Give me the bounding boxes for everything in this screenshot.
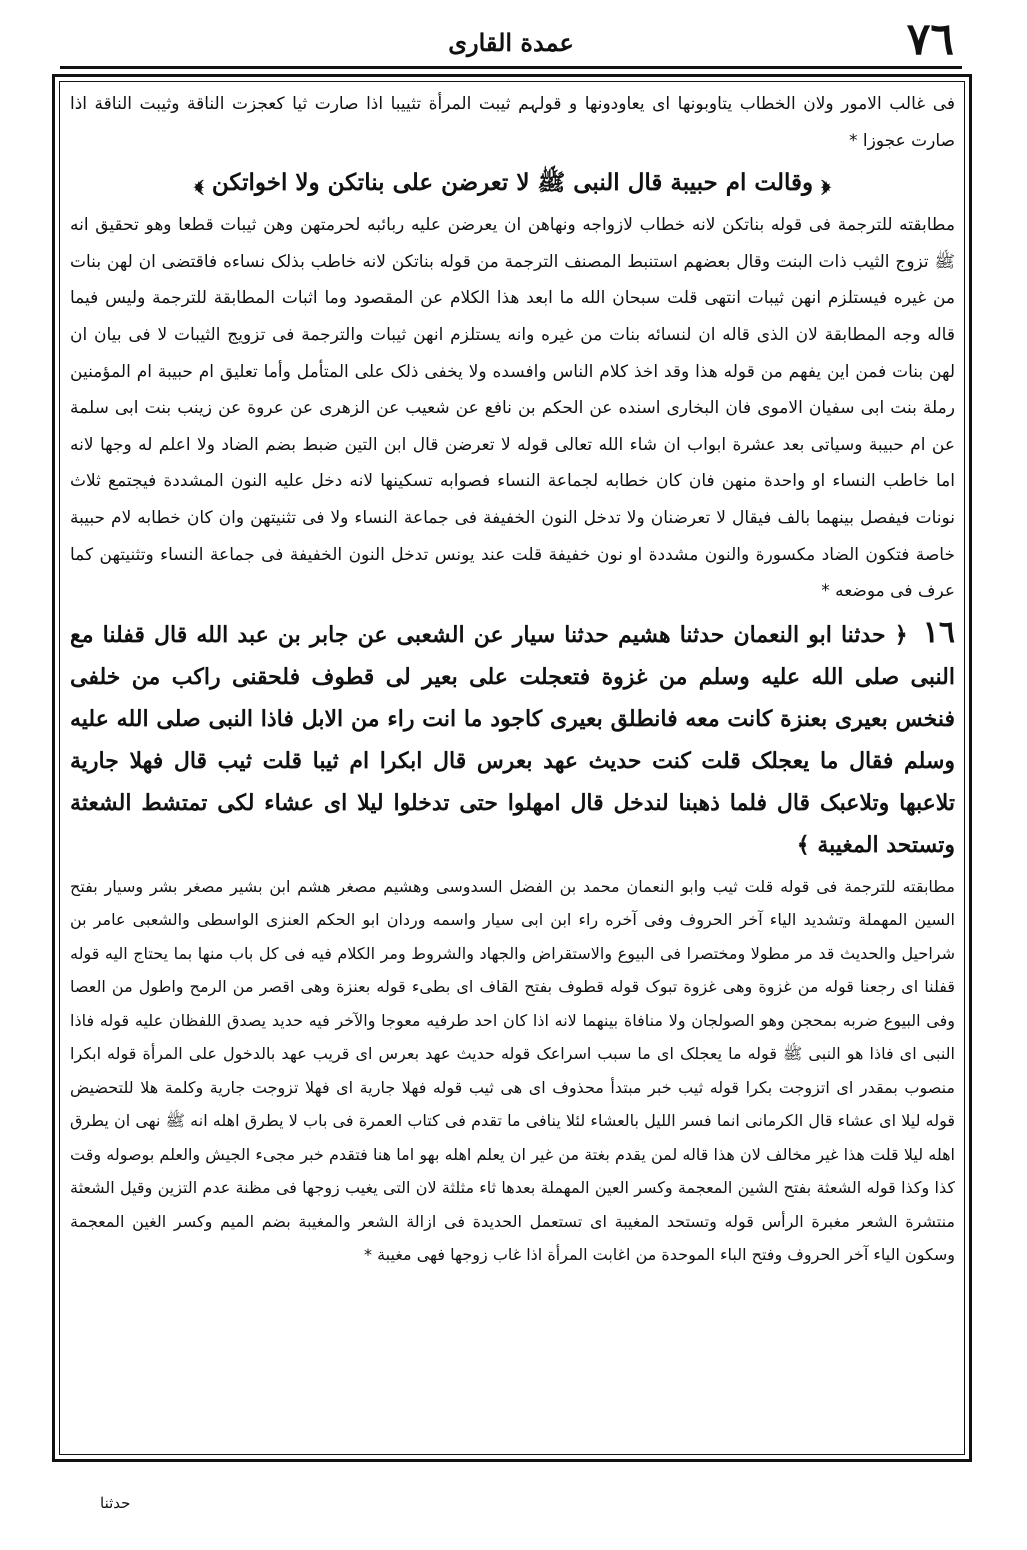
catchword: حدثنا — [100, 1494, 131, 1512]
intro-paragraph: فی غالب الامور ولان الخطاب یتاوبونها ای یعاودونها و قولہم ثیبت المرأة تثییبا اذا صارت ثیا کعجزت الناقة وثیبت الناقة اذا صارت عجوزا * — [70, 94, 955, 151]
running-title: عمدة القاری — [448, 28, 574, 57]
commentary-paragraph-1: مطابقته للترجمة فی قوله بناتکن لانه خطاب لازواجه ونهاهن ان یعرضن علیه ربائبه لحرمتهن وهن ثیبات قطعا وهو تحقیق انه ﷺ تزوج الثیب ذات البنت وقال بعضهم استنبط المصنف الترجمة من قوله بناتکن لانه خاطب بذلک نساءه فاقتضی ان لهن بنات من غیره فیستلزم انهن ثیبات انتهی قلت سبحان الله ما ابعد هذا الکلام عن المقصود وما اثبات المطابقة للترجمة ولیس فیما قاله وجه المطابقة لان الذی قاله ان لنسائه بنات من غیره وانه یستلزم انهن ثیبات والترجمة فی تزویج الثیبات لا فی بیان ان لهن بنات فمن این یفهم من قوله هذا وقد اخذ کلام الناس وافسده ولا یخفی ذلک علی المتأمل وأما تعلیق ام حبیبة ام المؤمنین رملة بنت ابی سفیان الاموی فان البخاری اسنده عن الحکم بن نافع عن شعیب عن الزهری عن عروة عن زینب بنت ابی سلمة عن ام حبیبة وسیاتی بعد عشرة ابواب ان شاء الله تعالی قوله لا تعرضن قال ابن التین ضبط بضم الضاد ولا اعلم له وجها لانه اما خاطب النساء او واحدة منهن فان کان خطابه لجماعة النساء فصوابه تسکینها لانه دخل علیه النون المشددة فیجتمع ثلاث نونات فیفصل بینهما بالف فیقال لا تعرضنان ولا تدخل النون الخفیفة فی جماعة النساء ولا فی تثنیتهن وان کان خطابه لام حبیبة خاصة فتکون الضاد مکسورة والنون مشددة او نون خفیفة قلت عند یونس تدخل النون الخفیفة فی جماعة النساء وتثنیتهن کما عرف فی موضعه * — [70, 215, 955, 602]
hadith-text: ﴿ حدثنا ابو النعمان حدثنا هشیم حدثنا سیار عن الشعبی عن جابر بن عبد الله قال قفلنا مع النبی صلی الله علیه وسلم من غزوة فتعجلت علی بعیر لی قطوف فلحقنی راکب من خلفی فنخس بعیری بعنزة کانت معه فانطلق بعیری کاجود ما انت راء من الابل فاذا النبی صلی الله علیه وسلم فقال ما یعجلک قلت کنت حدیث عهد بعرس قال ابکرا ام ثیبا قلت ثیب قال فهلا جاریة تلاعبها وتلاعبک قال فلما ذهبنا لندخل قال امهلوا حتی تدخلوا لیلا ای عشاء لکی تمتشط الشعثة وتستحد المغیبة ﴾ — [70, 621, 955, 858]
page-header — [60, 14, 962, 69]
hadith-paragraph — [70, 612, 955, 866]
hadith-number: ١٦ — [922, 614, 955, 650]
commentary-paragraph-2: مطابقته للترجمة فی قوله قلت ثیب وابو النعمان محمد بن الفضل السدوسی وهشیم مصغر هشم ابن بشیر مصغر بشر وسیار بفتح السین المهملة وتشدید الیاء آخر الحروف وفی آخره راء ابن ابی سیار واسمه وردان ابو الحکم العنزی الواسطی والشعبی عامر بن شراحیل والحدیث قد مر مطولا ومختصرا فی البیوع والاستقراض والجهاد والشروط ومر الکلام فیه فی کل باب منها بما یحتاج الیه قوله قفلنا ای رجعنا قوله من غزوة وهی غزوة تبوک قوله قطوف بفتح القاف ای بطیء قوله بعنزة وهی اقصر من الرمح واطول من العصا وفی البیوع ضربه بمحجن وهو الصولجان ولا منافاة بینهما لانه اذا کان احد طرفیه معوجا والآخر فیه حدید یصدق اللفظان علیه قوله فاذا النبی ای فاذا هو النبی ﷺ قوله ما یعجلک ای ما سبب اسراعک قوله حدیث عهد بعرس ای قریب عهد بالدخول علی المرأة قوله ابکرا منصوب بمقدر ای اتزوجت بکرا قوله ثیب خبر مبتدأ محذوف ای هی ثیب قوله فهلا جاریة ای فهلا تزوجت جاریة وکلمة هلا للتحضیض قوله لیلا ای عشاء قال الکرمانی انما فسر اللیل بالعشاء لئلا ینافی ما تقدم فی کتاب العمرة فی باب لا یطرق اهله انه ﷺ نهی ان یطرق اهله لیلا قلت هذا غیر مخالف لان هذا قاله لمن یقدم بغتة من غیر ان یعلم اهله بهو اما هنا فتقدم خبر مجیء الجیش والعلم بوصوله وقت کذا وکذا قوله الشعثة بفتح الشین المعجمة وکسر العین المهملة بعدها ثاء مثلثة لان التی یغیب زوجها فی مظنة عدم التزین وقیل الشعثة منتشرة الشعر مغبرة الرأس قوله وتستحد المغیبة ای تستعمل الحدیدة فی ازالة الشعر والمغیبة بضم المیم وکسر الغین المعجمة وسکون الیاء آخر الحروف وفتح الباء الموحدة من اغابت المرأة اذا غاب زوجها فهی مغیبة * — [70, 876, 955, 1265]
page-number: ٧٦ — [906, 14, 954, 65]
chapter-heading: ﴿ وقالت ام حبیبة قال النبی ﷺ لا تعرضن علی بناتکن ولا اخواتکن ﴾ — [194, 169, 831, 197]
page-content — [70, 86, 955, 1450]
